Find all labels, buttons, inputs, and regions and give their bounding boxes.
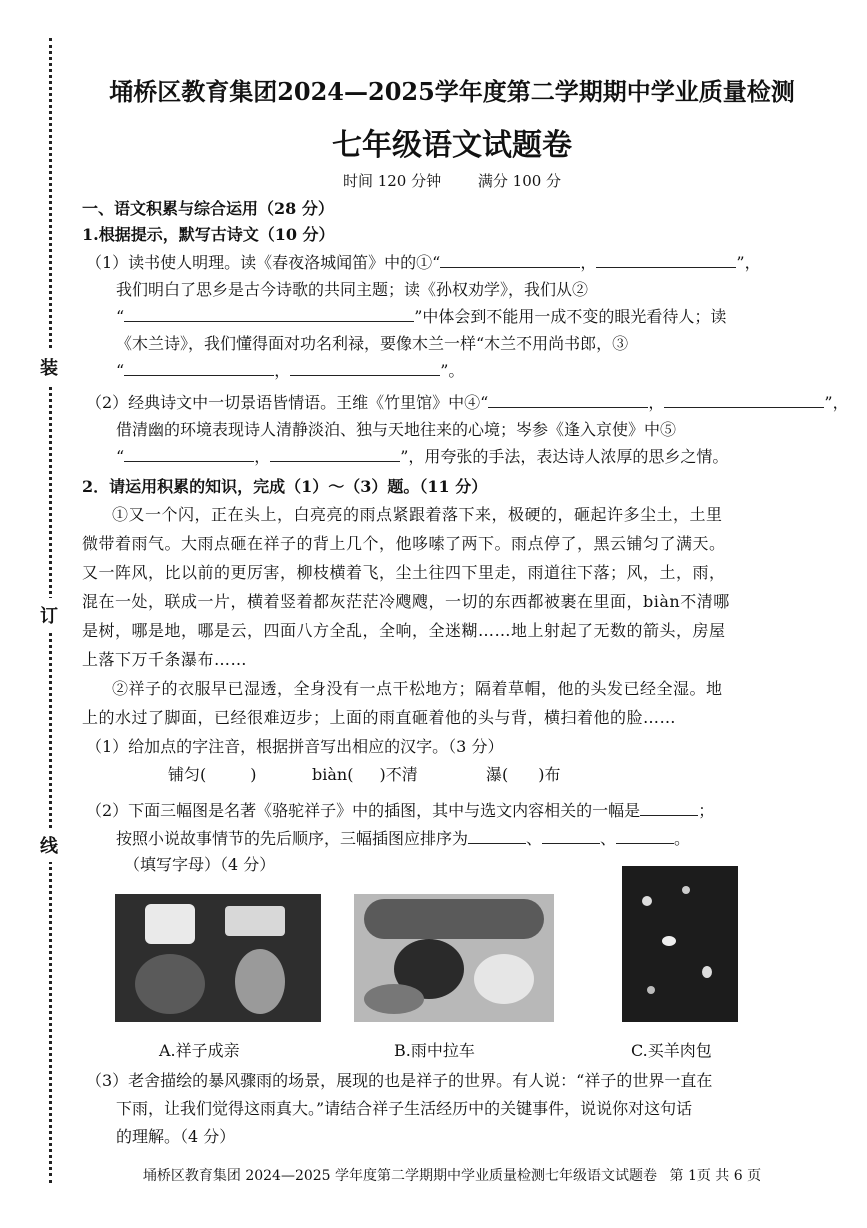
q2-sub1-item1: 铺匀( ) xyxy=(168,765,257,784)
passage2-line2: 上的水过了脚面，已经很难迈步；上面的雨直砸着他的头与背，横扫着他的脸…… xyxy=(82,708,677,727)
binding-char-ding: 订 xyxy=(40,598,58,632)
q2-sub2-line3: （填写字母）（4 分） xyxy=(124,855,276,874)
illustration-a-caption: A.祥子成亲 xyxy=(159,1041,240,1060)
binding-char-xian: 线 xyxy=(40,828,58,862)
passage1-line3: 又一阵风，比以前的更厉害，柳枝横着飞，尘土往四下里走，雨道往下落；风，土，雨， xyxy=(82,563,726,582)
q2-sub1-text: （1）给加点的字注音，根据拼音写出相应的汉字。（3 分） xyxy=(86,737,504,756)
q2-sub2-line1: （2）下面三幅图是名著《骆驼祥子》中的插图，其中与选文内容相关的一幅是 ； xyxy=(86,801,715,820)
answer-blank-order-1[interactable] xyxy=(468,827,526,844)
passage1-line2: 微带着雨气。大雨点砸在祥子的背上几个，他哆嗦了两下。雨点停了，黑云铺匀了满天。 xyxy=(82,534,726,553)
answer-blank-order-3[interactable] xyxy=(616,827,674,844)
illustration-a-image xyxy=(115,894,321,1022)
passage1-line1: ①又一个闪，正在头上，白亮亮的雨点紧跟着落下来，极硬的，砸起许多尘土，土里 xyxy=(112,505,723,524)
passage1-line5: 是树，哪是地，哪是云，四面八方全乱，全响，全迷糊……地上射起了无数的箭头，房屋 xyxy=(82,621,726,640)
answer-blank-4b[interactable] xyxy=(664,391,824,408)
question-2-heading: 2．请运用积累的知识，完成（1）～（3）题。（11 分） xyxy=(82,477,488,496)
answer-blank-1a[interactable] xyxy=(440,251,580,268)
answer-blank-5b[interactable] xyxy=(270,445,400,462)
q1-part2-line3: “ ， ”，用夸张的手法，表达诗人浓厚的思乡之情。 xyxy=(116,447,729,466)
exam-title: 埇桥区教育集团2024—2025学年度第二学期期中学业质量检测 xyxy=(109,77,795,106)
exam-subtitle: 七年级语文试题卷 xyxy=(332,128,572,163)
q2-sub3-line2: 下雨，让我们觉得这雨真大。”请结合祥子生活经历中的关键事件，说说你对这句话 xyxy=(116,1099,693,1118)
q2-sub3-line3: 的理解。（4 分） xyxy=(116,1127,236,1146)
q1-part1-line5: “ ， ”。 xyxy=(116,361,465,380)
passage1-line6: 上落下万千条瀑布…… xyxy=(82,650,248,669)
question-1-heading: 1.根据提示，默写古诗文（10 分） xyxy=(82,225,335,244)
exam-time: 时间 120 分钟 xyxy=(342,172,442,190)
answer-blank-illustration[interactable] xyxy=(640,799,698,816)
answer-blank-3b[interactable] xyxy=(290,359,440,376)
exam-meta xyxy=(82,170,822,191)
section-heading: 一、语文积累与综合运用（28 分） xyxy=(82,199,334,218)
q2-sub3-line1: （3）老舍描绘的暴风骤雨的场景，展现的也是祥子的世界。有人说：“祥子的世界一直在 xyxy=(86,1071,713,1090)
passage2-line1: ②祥子的衣服早已湿透，全身没有一点干松地方；隔着草帽，他的头发已经全湿。地 xyxy=(112,679,723,698)
answer-blank-5a[interactable] xyxy=(124,445,254,462)
illustration-b-image xyxy=(354,894,554,1022)
q2-sub2-line2: 按照小说故事情节的先后顺序，三幅插图应排序为 、 、 。 xyxy=(116,829,691,848)
answer-blank-1b[interactable] xyxy=(596,251,736,268)
q1-part2-line2: 借清幽的环境表现诗人清静淡泊、独与天地往来的心境；岑参《逢入京使》中⑤ xyxy=(116,420,677,439)
exam-score: 满分 100 分 xyxy=(477,172,562,190)
q1-part1-line4: 《木兰诗》，我们懂得面对功名利禄，要像木兰一样“木兰不用尚书郎，③ xyxy=(116,334,629,353)
footer-text: 埇桥区教育集团 2024—2025 学年度第二学期期中学业质量检测七年级语文试题卷 xyxy=(142,1168,658,1184)
answer-blank-4a[interactable] xyxy=(488,391,648,408)
q1-part1-line2: 我们明白了思乡是古今诗歌的共同主题；读《孙权劝学》，我们从② xyxy=(116,280,589,299)
illustration-c-image xyxy=(622,866,738,1022)
q1-part1-line3: “ ”中体会到不能用一成不变的眼光看待人；读 xyxy=(116,307,727,326)
answer-blank-order-2[interactable] xyxy=(542,827,600,844)
passage1-line4: 混在一处，联成一片，横着竖着都灰茫茫冷飕飕，一切的东西都被裹在里面，biàn不清哪 xyxy=(82,592,730,611)
illustration-c-caption: C.买羊肉包 xyxy=(631,1041,712,1060)
page-footer xyxy=(82,1165,822,1185)
answer-blank-2[interactable] xyxy=(124,305,414,322)
illustration-b-caption: B.雨中拉车 xyxy=(394,1041,475,1060)
answer-blank-3a[interactable] xyxy=(124,359,274,376)
q2-sub1-item3: 瀑( )布 xyxy=(486,765,561,784)
q1-part2-line1: （2）经典诗文中一切景语皆情语。王维《竹里馆》中④“ ， ”， xyxy=(86,393,849,412)
page-number: 第 1页 共 6 页 xyxy=(669,1168,762,1184)
q1-part1-line1: （1）读书使人明理。读《春夜洛城闻笛》中的①“ ， ”， xyxy=(86,253,761,272)
q2-sub1-item2: biàn( )不清 xyxy=(312,765,418,784)
binding-char-zhuang: 装 xyxy=(40,350,58,384)
